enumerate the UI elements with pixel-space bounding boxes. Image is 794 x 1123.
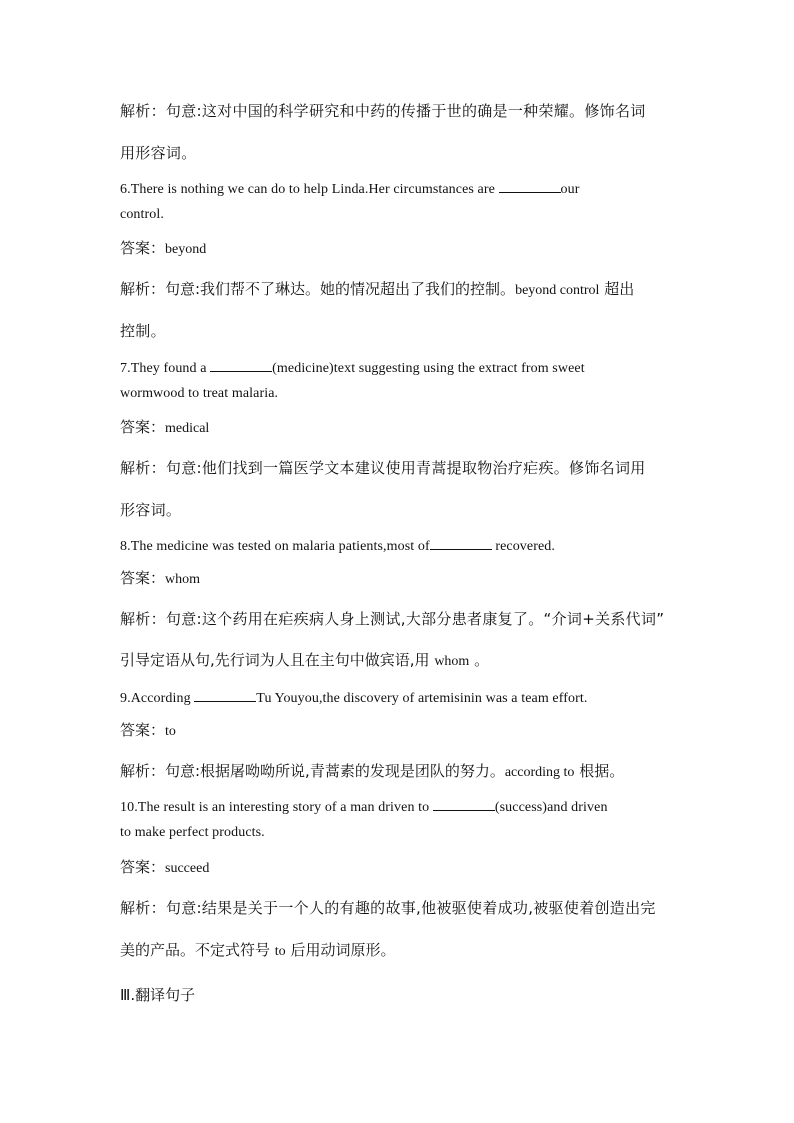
q6-analysis-line1	[120, 279, 680, 301]
q9-analysis-text-a: 解析：句意:根据屠呦呦所说,青蒿素的发现是团队的努力。	[120, 762, 505, 780]
q9-answer-value: to	[165, 724, 176, 739]
q8-answer-value: whom	[165, 572, 201, 587]
q10-question-text-a: 10.The result is an interesting story of a man driven to	[120, 800, 433, 815]
q8-analysis-line1: 解析：句意:这个药用在疟疾病人身上测试,大部分患者康复了。“介词+关系代词”	[120, 610, 665, 628]
q8-blank	[430, 535, 492, 550]
q10-question-text-b: (success)and driven	[494, 800, 608, 815]
q8-analysis-text-a: 引导定语从句,先行词为人且在主句中做宾语,用	[120, 651, 435, 669]
q10-analysis-en: to	[274, 944, 286, 959]
q7-analysis-line1: 解析：句意:他们找到一篇医学文本建议使用青蒿提取物治疗疟疾。修饰名词用	[120, 459, 646, 477]
q9-answer	[120, 720, 680, 742]
q7-question-line2: wormwood to treat malaria.	[120, 386, 279, 401]
q6-question-text-a: 6.There is nothing we can do to help Linda.Her circumstances are	[120, 182, 499, 197]
q7-question-text-a: 7.They found a	[120, 361, 211, 376]
q6-answer-value: beyond	[165, 242, 207, 257]
q7-question-line1	[120, 357, 680, 379]
q6-answer	[120, 238, 680, 260]
q6-analysis-line2: 控制。	[120, 322, 166, 340]
q8-analysis-text-b: 。	[469, 651, 490, 669]
q9-analysis-line1	[120, 761, 680, 783]
q10-analysis-text-a: 美的产品。不定式符号	[120, 941, 275, 959]
q8-question-line1	[120, 535, 680, 557]
q6-analysis-en: beyond control	[515, 283, 600, 298]
q10-analysis-line2	[120, 940, 680, 962]
q7-blank	[210, 357, 272, 372]
q6-question-text-b: our	[560, 182, 580, 197]
answer-label: 答案：	[120, 569, 166, 587]
q6-analysis-text-a: 解析：句意:我们帮不了琳达。她的情况超出了我们的控制。	[120, 280, 516, 298]
q8-question-text-a: 8.The medicine was tested on malaria patients,most of	[120, 539, 430, 554]
answer-label: 答案：	[120, 418, 166, 436]
q6-question-line2: control.	[120, 207, 164, 222]
q10-blank	[433, 796, 495, 811]
q9-analysis-en: according to	[504, 765, 575, 780]
q9-question-line1	[120, 687, 680, 709]
q10-answer	[120, 857, 680, 879]
answer-label: 答案：	[120, 239, 166, 257]
q7-answer	[120, 417, 680, 439]
q9-blank	[194, 687, 256, 702]
answer-label: 答案：	[120, 858, 166, 876]
q8-analysis-en: whom	[434, 654, 470, 669]
q7-question-text-b: (medicine)text suggesting using the extract from sweet	[272, 361, 585, 376]
q9-question-text-a: 9.According	[120, 691, 195, 706]
q8-analysis-line2	[120, 650, 680, 672]
q7-analysis-line2: 形容词。	[120, 501, 182, 519]
q5-analysis-line1: 解析：句意:这对中国的科学研究和中药的传播于世的确是一种荣耀。修饰名词	[120, 102, 646, 120]
q8-answer	[120, 568, 680, 590]
q10-answer-value: succeed	[165, 861, 210, 876]
q10-question-line2: to make perfect products.	[120, 825, 265, 840]
q6-question-line1	[120, 178, 680, 200]
q10-question-line1	[120, 796, 680, 818]
q5-analysis-line2: 用形容词。	[120, 144, 197, 162]
q8-question-text-b: recovered.	[491, 539, 555, 554]
q10-analysis-line1: 解析：句意:结果是关于一个人的有趣的故事,他被驱使着成功,被驱使着创造出完	[120, 899, 656, 917]
answer-label: 答案：	[120, 721, 166, 739]
q9-question-text-b: Tu Youyou,the discovery of artemisinin was a team effort.	[256, 691, 588, 706]
q6-blank	[499, 178, 561, 193]
q10-analysis-text-b: 后用动词原形。	[285, 941, 396, 959]
q9-analysis-text-b: 根据。	[574, 762, 625, 780]
q6-analysis-text-b: 超出	[599, 280, 635, 298]
section-heading-translate: Ⅲ.翻译句子	[120, 986, 196, 1004]
q7-answer-value: medical	[165, 421, 210, 436]
